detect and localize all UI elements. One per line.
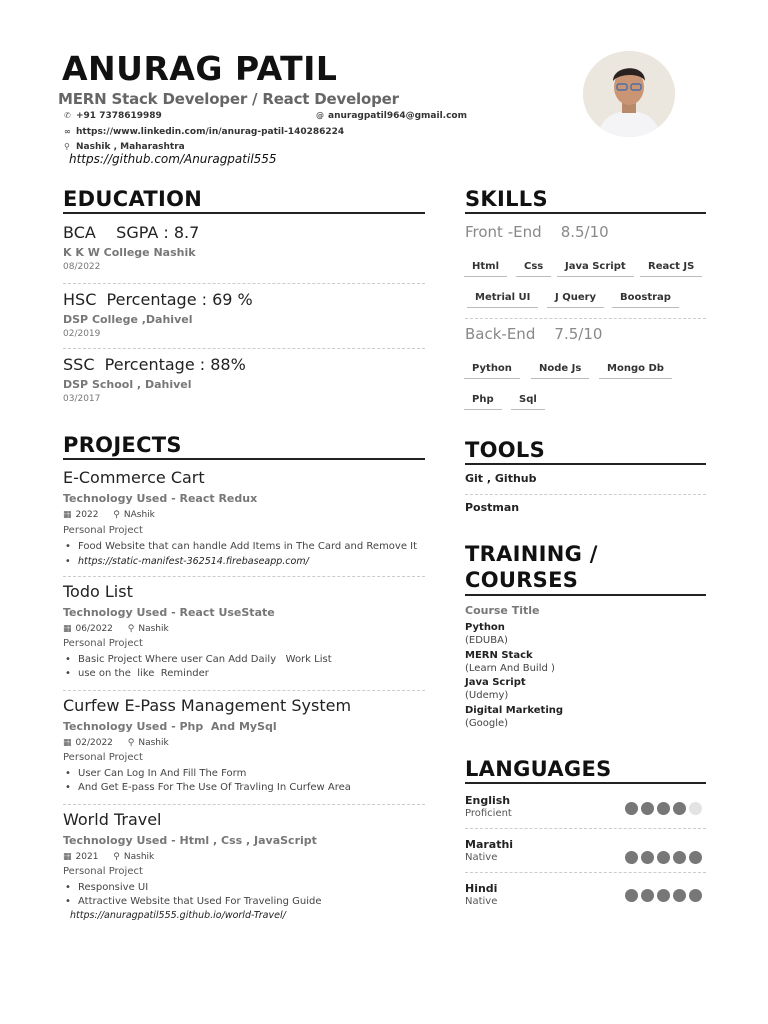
course-source: (Udemy) (465, 690, 509, 701)
project-meta (63, 852, 154, 862)
project-meta (63, 510, 155, 520)
email-text[interactable]: anuragpatil964@gmail.com (328, 111, 467, 121)
rating-dot-filled (657, 889, 670, 902)
candidate-name: ANURAG PATIL (62, 49, 338, 88)
course-name: Digital Marketing (465, 705, 564, 716)
calendar-icon: ▦ (63, 624, 72, 634)
resume-header (58, 49, 562, 108)
skill-tag: React JS (640, 261, 702, 277)
languages-heading: LANGUAGES (465, 757, 706, 784)
email-row[interactable] (316, 111, 467, 121)
rating-dot-filled (625, 802, 638, 815)
divider (465, 318, 706, 319)
skill-tag: Html (464, 261, 507, 277)
rating-dot-filled (689, 851, 702, 864)
rating-dot-filled (657, 851, 670, 864)
skill-tag: Mongo Db (599, 363, 672, 379)
language-level: Proficient (465, 808, 512, 819)
education-item (63, 355, 425, 404)
divider (63, 690, 425, 691)
project-year: 06/2022 (75, 624, 113, 634)
course-title-label: Course Title (465, 604, 540, 617)
divider (465, 828, 706, 829)
pin-icon: ⚲ (127, 624, 135, 634)
project-place: Nashik (123, 852, 155, 862)
rating-dot-filled (673, 889, 686, 902)
project-title: World Travel (63, 810, 162, 829)
project-year: 2022 (75, 510, 99, 520)
profile-photo-illustration (583, 51, 675, 137)
github-link[interactable]: https://github.com/Anuragpatil555 (69, 152, 277, 166)
divider (63, 576, 425, 577)
project-tech: Technology Used - React Redux (63, 492, 258, 505)
project-place: Nashik (138, 738, 169, 748)
projects-section (63, 433, 425, 460)
skills-section (465, 187, 706, 214)
language-rating (625, 889, 702, 902)
education-item (63, 290, 425, 339)
rating-dot-filled (657, 802, 670, 815)
skill-tag: J Query (547, 292, 604, 308)
project-place: Nashik (138, 624, 169, 634)
location-row (64, 142, 185, 152)
rating-dot-empty (689, 802, 702, 815)
at-icon: @ (316, 111, 324, 120)
link-icon: ∞ (64, 127, 71, 136)
education-item (63, 223, 425, 284)
rating-dot-filled (641, 889, 654, 902)
language-rating (625, 851, 702, 864)
divider (63, 348, 425, 349)
skill-tag: Boostrap (612, 292, 679, 308)
divider (63, 804, 425, 805)
course-name: MERN Stack (465, 650, 533, 661)
language-name: English (465, 794, 511, 807)
skills-heading: SKILLS (465, 187, 706, 214)
skill-tag: Php (464, 394, 502, 410)
training-heading (465, 541, 706, 596)
education-school: DSP College ,Dahivel (63, 313, 193, 326)
project-title: E-Commerce Cart (63, 468, 205, 487)
project-tech: Technology Used - Html , Css , JavaScript (63, 834, 317, 847)
rating-dot-filled (641, 802, 654, 815)
course-source: (Google) (465, 718, 509, 729)
tools-section (465, 438, 706, 465)
project-tech: Technology Used - Php And MySql (63, 720, 277, 733)
education-date: 03/2017 (63, 394, 101, 404)
education-school: DSP School , Dahivel (63, 378, 192, 391)
course-source: (EDUBA) (465, 635, 508, 646)
language-name: Marathi (465, 838, 514, 851)
language-level: Native (465, 896, 498, 907)
education-section (63, 187, 425, 214)
education-degree: BCA SGPA : 8.7 (63, 223, 200, 242)
phone-text: +91 7378619989 (76, 111, 162, 121)
language-name: Hindi (465, 882, 498, 895)
project-bullet: • use on the like Reminder (78, 668, 209, 679)
pin-icon: ⚲ (113, 510, 120, 520)
divider (63, 283, 425, 284)
profile-photo (583, 51, 675, 137)
divider (465, 494, 706, 495)
skill-tag: Sql (511, 394, 545, 410)
rating-dot-filled (625, 889, 638, 902)
rating-dot-filled (689, 889, 702, 902)
education-date: 08/2022 (63, 262, 101, 272)
candidate-title: MERN Stack Developer / React Developer (58, 90, 399, 108)
rating-dot-filled (673, 802, 686, 815)
education-school: K K W College Nashik (63, 246, 196, 259)
course-name: Java Script (465, 677, 526, 688)
phone-row (64, 111, 162, 121)
project-type: Personal Project (63, 638, 143, 649)
language-rating (625, 802, 702, 815)
project-type: Personal Project (63, 525, 143, 536)
tool-item: Git , Github (465, 472, 537, 485)
course-source: (Learn And Build ) (465, 663, 555, 674)
project-bullet: • Attractive Website that Used For Traveling Guide (78, 896, 321, 907)
project-year: 2021 (75, 852, 99, 862)
frontend-rating: Front -End 8.5/10 (465, 223, 609, 241)
pin-icon: ⚲ (113, 852, 120, 862)
project-place: NAshik (123, 510, 155, 520)
project-type: Personal Project (63, 866, 143, 877)
calendar-icon: ▦ (63, 738, 72, 748)
language-level: Native (465, 852, 498, 863)
rating-dot-filled (625, 851, 638, 864)
education-date: 02/2019 (63, 329, 101, 339)
projects-heading: PROJECTS (63, 433, 425, 460)
training-section (465, 541, 706, 596)
project-tech: Technology Used - React UseState (63, 606, 275, 619)
pin-icon: ⚲ (127, 738, 135, 748)
rating-dot-filled (641, 851, 654, 864)
languages-section (465, 757, 706, 784)
training-heading-line2: COURSES (465, 568, 579, 592)
project-meta (63, 738, 169, 748)
project-title: Todo List (63, 582, 133, 601)
location-text: Nashik , Maharashtra (76, 142, 185, 152)
divider (465, 872, 706, 873)
education-degree: HSC Percentage : 69 % (63, 290, 253, 309)
project-meta (63, 624, 169, 634)
skill-tag: Python (464, 363, 520, 379)
skill-tag: Css (516, 261, 551, 277)
education-degree: SSC Percentage : 88% (63, 355, 246, 374)
linkedin-link[interactable]: https://www.linkedin.com/in/anurag-patil-140286224 (76, 127, 345, 137)
project-link[interactable]: https://anuragpatil555.github.io/world-Travel/ (70, 910, 286, 921)
tool-item: Postman (465, 501, 520, 514)
skill-tag: Node Js (531, 363, 589, 379)
skill-tag: Metrial UI (467, 292, 538, 308)
project-year: 02/2022 (75, 738, 113, 748)
calendar-icon: ▦ (63, 510, 72, 520)
calendar-icon: ▦ (63, 852, 72, 862)
project-link[interactable]: • https://static-manifest-362514.firebaseapp.com/ (78, 556, 309, 567)
backend-rating: Back-End 7.5/10 (465, 325, 603, 343)
project-bullet: • User Can Log In And Fill The Form (78, 768, 246, 779)
training-heading-line1: TRAINING / (465, 542, 598, 566)
rating-dot-filled (673, 851, 686, 864)
course-name: Python (465, 622, 505, 633)
project-type: Personal Project (63, 752, 143, 763)
tools-heading: TOOLS (465, 438, 706, 465)
education-heading: EDUCATION (63, 187, 425, 214)
project-title: Curfew E-Pass Management System (63, 696, 352, 715)
project-bullet: • Basic Project Where user Can Add Daily Work List (78, 654, 332, 665)
linkedin-row[interactable] (64, 127, 344, 137)
skill-tag: Java Script (557, 261, 634, 277)
project-bullet: • And Get E-pass For The Use Of Travling In Curfew Area (78, 782, 351, 793)
project-bullet: • Responsive UI (78, 882, 148, 893)
phone-icon: ✆ (64, 111, 71, 120)
project-bullet: • Food Website that can handle Add Items in The Card and Remove It (78, 541, 417, 552)
pin-icon: ⚲ (64, 142, 70, 151)
